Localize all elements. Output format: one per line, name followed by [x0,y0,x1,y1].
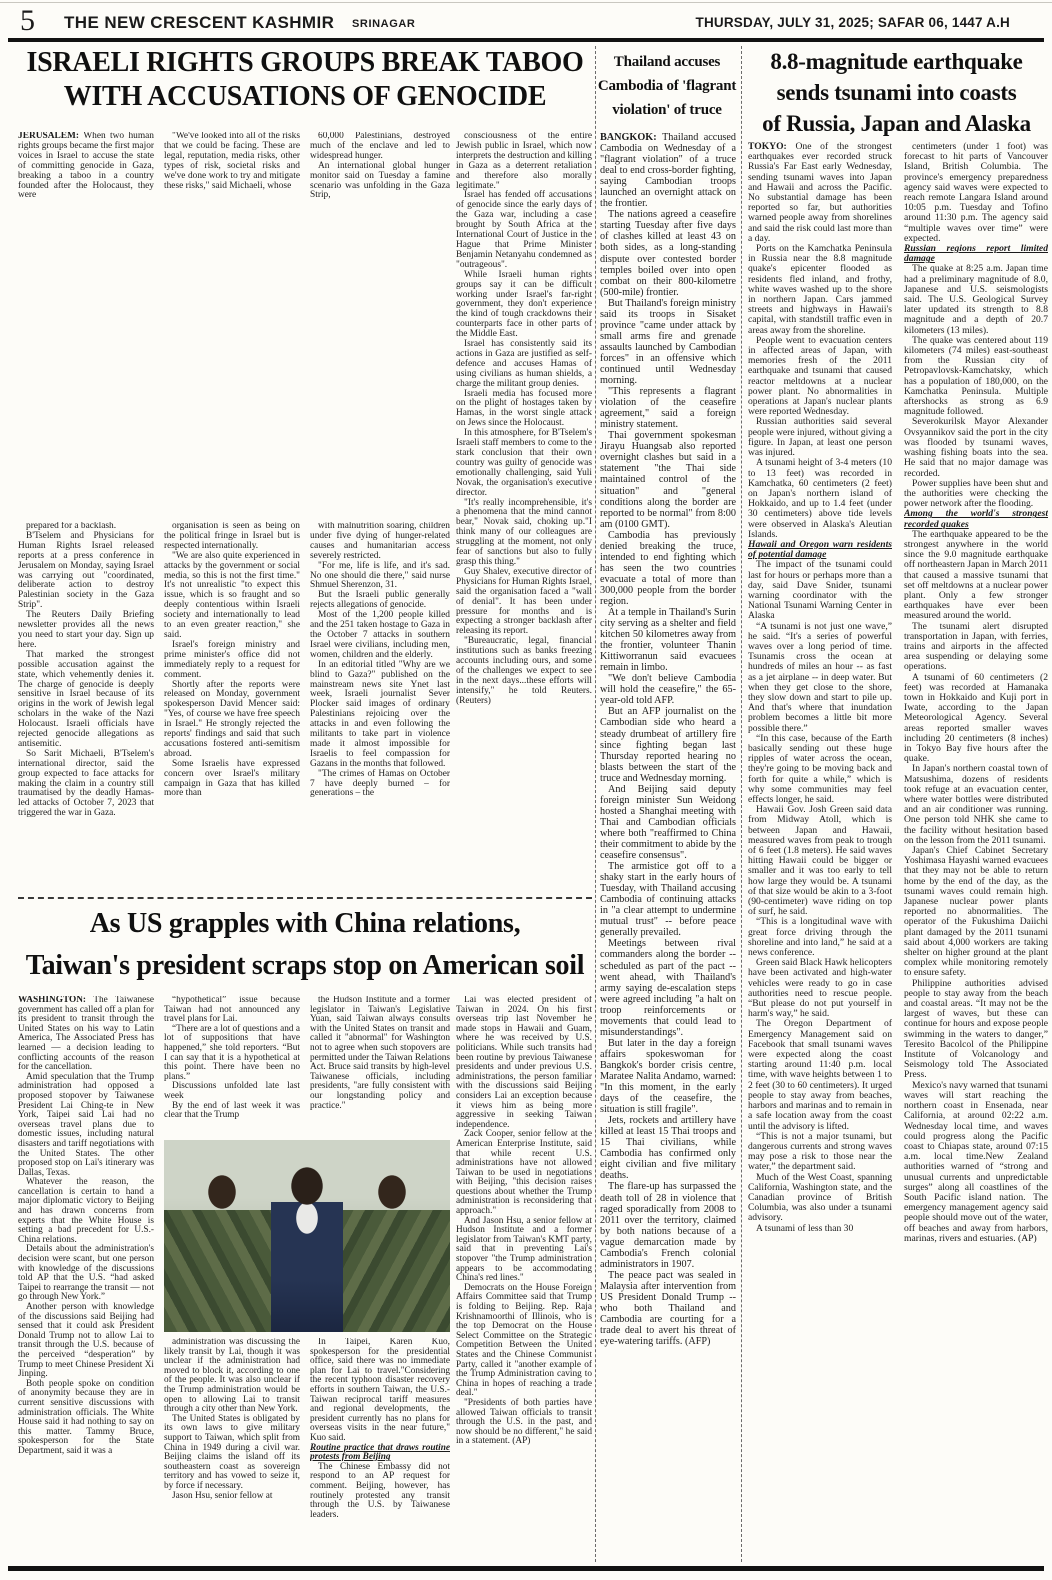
quake-article-column-2: centimeters (under 1 foot) was forecast to hit parts of Vancouver Island, British Columbia. The province's emergency preparedness agency said waves were expected to reach remote Langara Island around 10:05 p.m. Tuesday and Tofino around 11:30 p.m. The agency said “multiple waves over time” were expected. Russian regions report limited damage The quake at 8:25 a.m. Japan time had a preliminary magnitude of 8.0, Japanese and U.S. seismologists said. The U.S. Geological Survey later updated its strength to 8.8 magnitude and a depth of 20.7 kilometers (13 miles). The quake was centered about 119 kilometers (74 miles) east-southeast from the Russian city of Petropavlovsk-Kamchatsky, which has a population of 180,000, on the Kamchatka Peninsula. Multiple aftershocks as strong as 6.9 magnitude followed. Severokurilsk Mayor Alexander Ovsyannikov said the port in the city was flooded by tsunami waves, washing fishing boats into the sea. He said that no major damage was recorded. Power supplies have been shut and the authorities were checking the power network after the flooding. Among the world's strongest recorded quakes The earthquake appeared to be the strongest anywhere in the world since the 9.0 magnitude earthquake off northeastern Japan in March 2011 that caused a massive tsunami that set off meltdowns at a nuclear power plant. Only a few stronger earthquakes have ever been measured around the world. The tsunami alert disrupted transportation in Japan, with ferries, trains and airports in the affected area suspending or delaying some operations. A tsunami of 60 centimeters (2 feet) was recorded at Hamanaka town in Hokkaido and Kuji port in Iwate, according to the Japan Meteorological Agency. Several areas reported smaller waves including 20 centimeters (8 inches) in Tokyo Bay five hours after the quake. In Japan's northern coastal town of Matsushima, dozens of residents took refuge at an evacuation center, where water bottles were distributed and an air conditioner was running. One person told NHK she came to the facility without hesitation based on the lesson from the 2011 tsunami. Japan's Chief Cabinet Secretary Yoshimasa Hayashi warned evacuees that they may not be able to return home by the end of the day, as the tsunami waves could remain high. Japanese nuclear power plants reported no abnormalities. The operator of the Fukushima Daiichi plant damaged by the 2011 tsunami said about 4,000 workers are taking shelter on higher ground at the plant complex while monitoring remotely to ensure safety. Philippine authorities advised people to stay away from the beach and coastal areas. “It may not be the largest of waves, but these can continue for hours and expose people swimming in the waters to danger,” Teresito Bacolcol of the Philippine Institute of Volcanology and Seismology told The Associated Press. Mexico's navy warned that tsunami waves will start reaching the northern coast in Ensenada, near California, at around 02:22 a.m. Wednesday local time, and waves could progress along the Pacific coast to Chiapas state, around 07:15 a.m. local time.New Zealand authorities warned of “strong and unusual currents and unpredictable surges” along all coastlines of the South Pacific island nation. The emergency management agency said people should move out of the water, off beaches and away from harbors, marinas, rivers and estuaries. (AP) [904,142,1048,1244]
israel-article-column-4: consciousness of the entire Jewish public in Israel, which now interprets the destruction and killing in Gaza as a deterrent retaliation and therefore also morally legitimate." Israel has fended off accusations of genocide since the early days of the Gaza war, including a case brought by South Africa at the International Court of Justice in the Hague that Prime Minister Benjamin Netanyahu condemned as "outrageous". While Israeli human rights groups say it can be difficult working under Israel's far-right government, they don't experience the kind of tough crackdowns their counterparts face in other parts of the Middle East. Israel has consistently said its actions in Gaza are justified as self-defence and accuses Hamas of using civilians as human shields, a charge the militant group denies. Israeli media has focused more on the plight of hostages taken by Hamas, in the worst single attack on Jews since the Holocaust. In this atmosphere, for B'Tselem's Israeli staff members to come to the stark conclusion that their own country was guilty of genocide was emotionally challenging, said Yuli Novak, the organisation's executive director. "It's really incomprehensible, it's a phenomena that the mind cannot bear," Novak said, choking up."I think many of our colleagues are struggling at the moment, not only fear of sanctions but also to fully grasp this thing." Guy Shalev, executive director of Physicians for Human Rights Israel, said the organisation faced a "wall of denial". It has been under pressure for months and is expecting a stronger backlash after releasing its report. "Bureaucratic, legal, financial institutions such as banks freezing accounts including ours, and some of the challenges we expect to see in the next days...these efforts will intensify," he told Reuters. (Reuters) [456,132,592,706]
headline-line: violation' of truce [612,102,722,118]
article-separator-dashed [18,897,592,899]
top-hairline [0,2,1052,3]
taiwan-article-column-4: Lai was elected president of Taiwan in 2024. On his first overseas trip last November he made stops in Hawaii and Guam, where he was received by U.S. politicians. While such transits had been routine by previous Taiwanese presidents and under previous U.S. administrations, the person familiar with the discussions said Beijing considers Lai an exception because it views him as being more aggressive in seeking Taiwan independence. Zack Cooper, senior fellow at the American Enterprise Institute, said that while recent U.S. administrations have not allowed Taiwan to be used in negotiations with Beijing, "this decision raises questions about whether the Trump administration is reconsidering that approach." And Jason Hsu, a senior fellow at Hudson Institute and a former legislator from Taiwan's KMT party, said that in preventing Lai's stopover "the Trump administration appears to be accommodating China's red lines." Democrats on the House Foreign Affairs Committee said that Trump is folding to Beijing. Rep. Raja Krishnamoorthi of Illinois, who is the top Democrat on the House Select Committee on the Strategic Competition Between the United States and the Chinese Communist Party, called it "another example of the Trump Administration caving to China in hopes of reaching a trade deal." "Presidents of both parties have allowed Taiwan officials to transit through the U.S. in the past, and now should be no different," he said in a statement. (AP) [456,996,592,1447]
gaza-hospital-photo [18,218,450,516]
headline-line: of Russia, Japan and Alaska [762,111,1031,136]
quake-article-headline [745,46,1048,139]
thailand-article-column: BANGKOK: Thailand accused Cambodia on Wednesday of a "flagrant violation" of a truce deal to end cross-border fighting, saying Cambodian troops launched an overnight attack on the frontier. The nations agreed a ceasefire starting Tuesday after five days of clashes killed at least 43 on both sides, as a long-standing dispute over contested border temples boiled over into open combat on their 800-kilometre (500-mile) frontier. But Thailand's foreign ministry said its troops in Sisaket province "came under attack by small arms fire and grenade assaults launched by Cambodian forces" in an offensive which continued until Wednesday morning. "This represents a flagrant violation of the ceasefire agreement," said a foreign ministry statement. Thai government spokesman Jirayu Huangsab also reported overnight clashes but said in a statement "the Thai side maintained control of the situation" and "general conditions along the border are reported to be normal" from 8:00 am (0100 GMT). Cambodia has previously denied breaking the truce, intended to end fighting which has seen the two countries evacuate a total of more than 300,000 people from the border region. At a temple in Thailand's Surin city serving as a shelter and field kitchen 50 kilometres away from the frontier, volunteer Thanin Kittiworranun said evacuees remain in limbo. "We don't believe Cambodia will hold the ceasefire," the 65-year-old told AFP. But an AFP journalist on the Cambodian side who heard a steady drumbeat of artillery fire since fighting began last Thursday reported hearing no blasts between the start of the truce and Wednesday morning. And Beijing said deputy foreign minister Sun Weidong hosted a Shanghai meeting with Thai and Cambodian officials where both "reaffirmed to China their commitment to abide by the ceasefire consensus". The armistice got off to a shaky start in the early hours of Tuesday, with Thailand accusing Cambodia of continuing attacks in "a clear attempt to undermine mutual trust" -- before peace generally prevailed. Meetings between rival commanders along the border -- scheduled as part of the pact -- went ahead, with Thailand's army saying de-escalation steps were agreed including "a halt on troop reinforcements or movements that could lead to misunderstandings". But later in the day a foreign affairs spokeswoman for Bangkok's border crisis centre, Maratee Nalita Andamo, warned: "In this moment, in the early days of the ceasefire, the situation is still fragile". Jets, rockets and artillery have killed at least 15 Thai troops and 15 Thai civilians, while Cambodia has confirmed only eight civilian and five military deaths. The flare-up has surpassed the death toll of 28 in violence that raged sporadically from 2008 to 2011 over the territory, claimed by both nations because of a vague demarcation made by Cambodia's French colonial administrators in 1907. The peace pact was sealed in Malaysia after intervention from US President Donald Trump -- who both Thailand and Cambodia are courting for a trade deal to avert his threat of eye-watering tariffs. (AFP) [600,132,736,1348]
quake-article-column-1: TOKYO: One of the strongest earthquakes ever recorded struck Russia's Far East early Wednesday, sending tsunami waves into Japan and Hawaii and across the Pacific. No substantial damage has been reported so far, but authorities warned people away from shorelines and said the risk could last more than a day. Ports on the Kamchatka Peninsula in Russia near the 8.8 magnitude quake's epicenter flooded as residents fled inland, and frothy, white waves washed up to the shore in northern Japan. Cars jammed streets and highways in Hawaii's capital, with standstill traffic even in areas away from the shoreline. People went to evacuation centers in affected areas of Japan, with memories fresh of the 2011 earthquake and tsunami that caused reactor meltdowns at a nuclear power plant. No abnormalities in operations at Japan's nuclear plants were reported Wednesday. Russian authorities said several people were injured, without giving a figure. In Japan, at least one person was injured. A tsunami height of 3-4 meters (10 to 13 feet) was recorded in Kamchatka, 60 centimeters (2 feet) on Japan's northern island of Hokkaido, and up to 1.4 feet (under 30 centimeters) above tide levels were observed in Alaska's Aleutian Islands. Hawaii and Oregon warn residents of potential damage The impact of the tsunami could last for hours or perhaps more than a day, said Dave Snider, tsunami warning coordinator with the National Tsunami Warning Center in Alaska “A tsunami is not just one wave,” he said. “It's a series of powerful waves over a long period of time. Tsunamis cross the ocean at hundreds of miles an hour -- as fast as a jet airplane -- in deep water. But when they get close to the shore, they slow down and start to pile up. And that's where that inundation problem becomes a little bit more possible there.” “In this case, because of the Earth basically sending out these huge ripples of water across the ocean, they're going to be moving back and forth for quite a while,” which is why some communities may feel effects longer, he said. Hawaii Gov. Josh Green said data from Midway Atoll, which is between Japan and Hawaii, measured waves from peak to trough of 6 feet (1.8 meters). He said waves hitting Hawaii could be bigger or smaller and it was too early to tell how large they would be. A tsunami of that size would be akin to a 3-foot (90-centimeter) wave riding on top of surf, he said. “This is a longitudinal wave with great force driving through the shoreline and into land,” he said at a news conference. Green said Black Hawk helicopters have been activated and high-water vehicles were ready to go in case authorities need to rescue people. “But please do not put yourself in harm's way,” he said. The Oregon Department of Emergency Management said on Facebook that small tsunami waves were expected along the coast starting around 11:40 p.m. local time, with wave heights between 1 to 2 feet (30 to 60 centimeters). It urged people to stay away from beaches, harbors and marinas and to remain in a safe location away from the coast until the advisory is lifted. “This is not a major tsunami, but dangerous currents and strong waves may pose a risk to those near the water,” the department said. Much of the West Coast, spanning California, Washington state, and the Canadian province of British Columbia, was also under a tsunami advisory. A tsunami of less than 30 [748,142,892,1234]
israel-article-column-2-bottom: organisation is seen as being on the political fringe in Israel but is respected internationally. "We are also quite experienced in attacks by the government or social media, so this is not the first time." It's not unrealistic "to expect this issue, which is so fraught and so deeply contentious within Israeli society and internationally to lead to an even greater reaction," she said. Israel's foreign ministry and prime minister's office did not immediately reply to a request for comment. Shortly after the reports were released on Monday, government spokesperson David Mencer said: "Yes, of course we have free speech in Israel." He strongly rejected the reports' findings and said that such accusations fostered anti-semitism abroad. Some Israelis have expressed concern over Israel's military campaign in Gaza that has killed more than [164,522,300,799]
page-number: 5 [20,4,35,37]
headline-line: Taiwan's president scraps stop on American soil [25,950,585,981]
taiwan-article-column-2-bottom: administration was discussing the likely transit by Lai, though it was unclear if the administration had moved to block it, according to one of the people. It was also unclear if the Trump administration would be open to allowing Lai to transit through a city other than New York. The United States is obligated by its own laws to give military support to Taiwan, which split from China in 1949 during a civil war. Beijing claims the island off its southeastern coast as sovereign territory and has vowed to seize it, by force if necessary. Jason Hsu, senior fellow at [164,1338,300,1501]
headline-line: As US grapples with China relations, [89,908,521,939]
taiwan-article-column-2-top: “hypothetical” issue because Taiwan had not announced any travel plans for Lai. “There are a lot of questions and a lot of suppositions that have happened,” she told reporters. “But I can say that it is a hypothetical at this point. There have been no plans.” Discussions unfolded late last week By the end of last week it was clear that the Trump [164,996,300,1121]
city-label: SRINAGAR [352,18,416,30]
israel-article-column-3-bottom: with malnutrition soaring, children under five dying of hunger-related causes and humanitarian access severely restricted. "For me, life is life, and it's sad. No one should die there," said nurse Shmuel Sherenzon, 31. But the Israeli public generally rejects allegations of genocide. Most of the 1,200 people killed and the 251 taken hostage to Gaza in the October 7 attacks in southern Israel were civilians, including men, women, children and the elderly. In an editorial titled "Why are we blind to Gaza?" published on the mainstream news site Ynet last week, Israeli journalist Sever Plocker said images of ordinary Palestinians rejoicing over the attacks in and even following the militants to take part in violence made it almost impossible for Israelis to feel compassion for Gazans in the months that followed. "The crimes of Hamas on October 7 have deeply burned – for generations – the [310,522,450,799]
headline-line: ISRAELI RIGHTS GROUPS BREAK TABOO [26,47,584,78]
bottom-rule [8,1566,1044,1571]
israel-article-column-2-top: "We've looked into all of the risks that we could be facing. These are legal, reputation, media risks, other types of risk, societal risks and we've done work to try and mitigate these risks," said Michaeli, whose [164,132,300,191]
headline-line: Thailand accuses [613,54,721,70]
taiwan-article-headline [18,903,592,987]
headline-line: Cambodia of 'flagrant [597,78,737,94]
israel-article-headline [18,46,592,114]
taiwan-article-column-3-top: the Hudson Institute and a former legislator in Taiwan's Legislative Yuan, said Taiwan always consults with the United States on transit and called it "abnormal" for Washington not to agree when such stopovers are permitted under the Taiwan Relations Act. Bruce said transits by high-level Taiwanese officials, including presidents, "are fully consistent with our longstanding policy and practice." [310,996,450,1111]
header-rule [8,38,1044,42]
taiwan-article-column-1: WASHINGTON: The Taiwanese government has called off a plan for its president to transit through the United States on his way to Latin America, The Associated Press has learned — a decision leading to conflicting accounts of the reason for the cancellation. Amid speculation that the Trump administration had opposed a proposed stopover by Taiwanese President Lai Ching-te in New York, Taipei said Lai had no overseas travel plans due to domestic issues, including natural disasters and tariff negotiations with the United States. The other proposed stop on Lai's itinerary was Dallas, Texas. Whatever the reason, the cancellation is certain to hand a major diplomatic victory to Beijing and has drawn concerns from experts that the White House is setting a bad precedent for U.S.-China relations. Details about the administration's decision were scant, but one person with knowledge of the discussions told AP that the U.S. “had asked Taipei to rearrange the transit — not go through New York.” Another person with knowledge of the discussions said Beijing had sensed that it could ask President Donald Trump not to allow Lai to transit through the U.S. because of the perceived “desperation” by Trump to meet Chinese President Xi Jinping. Both people spoke on condition of anonymity because they are in current sensitive discussions with administration officials. The White House said it had nothing to say on this matter. Tammy Bruce, spokesperson for the State Department, said it was a [18,996,154,1456]
masthead-title: THE NEW CRESCENT KASHMIR [64,13,335,32]
israel-article-column-1-bottom: prepared for a backlash. B'Tselem and Physicians for Human Rights Israel released reports at a press conference in Jerusalem on Monday, saying Israel was carrying out "coordinated, deliberate action to destroy Palestinian society in the Gaza Strip". The Reuters Daily Briefing newsletter provides all the news you need to start your day. Sign up here. That marked the strongest possible accusation against the state, which vehemently denies it. The charge of genocide is deeply sensitive in Israel because of its origins in the work of Jewish legal scholars in the wake of the Nazi Holocaust. Israeli officials have rejected genocide allegations as antisemitic. So Sarit Michaeli, B'Tselem's international director, said the group expected to face attacks for making the claim in a country still traumatised by the deadly Hamas-led attacks of October 7, 2023 that triggered the war in Gaza. [18,522,154,819]
israel-article-column-3-top: 60,000 Palestinians, destroyed much of the enclave and led to widespread hunger. An international global hunger monitor said on Tuesday a famine scenario was unfolding in the Gaza Strip, [310,132,450,201]
column-divider [595,46,596,1562]
column-divider [741,46,742,1562]
taiwan-article-column-3-bottom: In Taipei, Karen Kuo, spokesperson for the presidential office, said there was no immediate plan for Lai to travel."Considering the recent typhoon disaster recovery efforts in southern Taiwan, the U.S.-Taiwan reciprocal tariff measures and regional developments, the president currently has no plans for overseas visits in the near future," Kuo said. Routine practice that draws routine protests from Beijing The Chinese Embassy did not respond to an AP request for comment. Beijing, however, has routinely protested any transit through the U.S. by Taiwanese leaders. [310,1338,450,1520]
taiwan-president-photo [164,1140,450,1332]
headline-line: sends tsunami into coasts [776,80,1017,105]
thailand-article-headline [597,50,737,122]
headline-line: WITH ACCUSATIONS OF GENOCIDE [63,81,547,112]
israel-article-column-1-top: JERUSALEM: When two human rights groups became the first major voices in Israel to accuse the state of committing genocide in Gaza, breaking a taboo in a country founded after the Holocaust, they were [18,132,154,201]
headline-line: 8.8-magnitude earthquake [770,49,1023,74]
date-label: THURSDAY, JULY 31, 2025; SAFAR 06, 1447 A.H [695,15,1010,30]
